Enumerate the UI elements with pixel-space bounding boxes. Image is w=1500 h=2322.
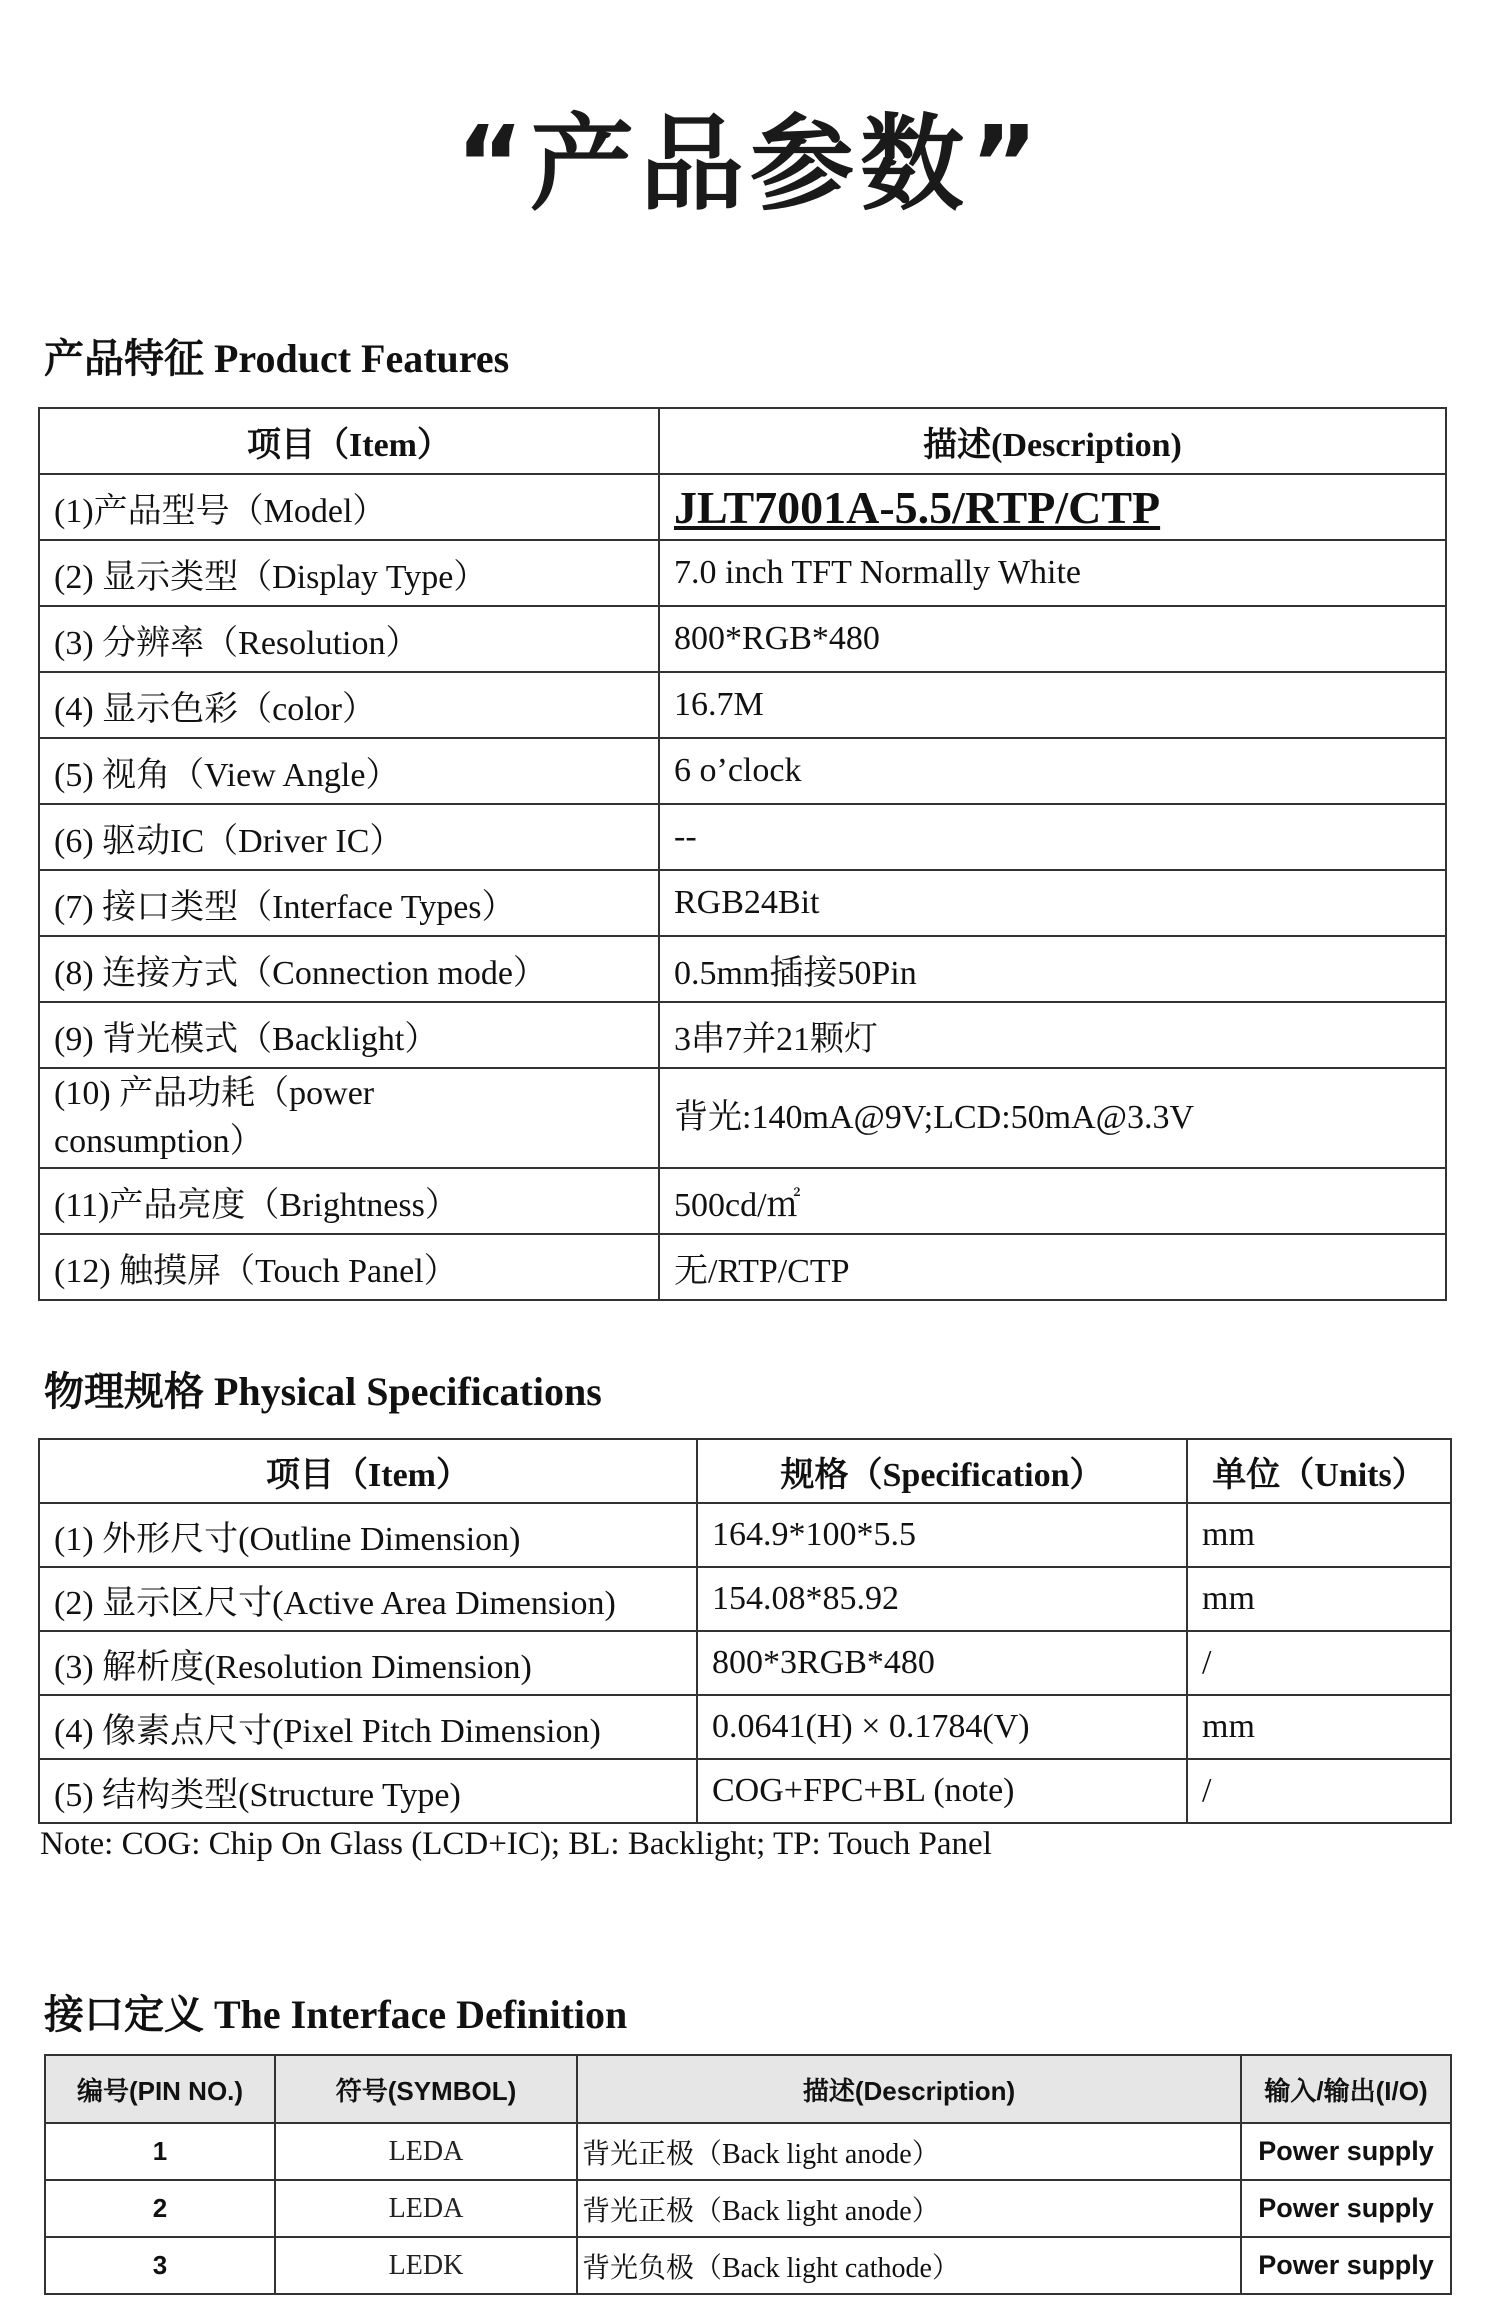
feature-item: (9) 背光模式（Backlight） xyxy=(39,1002,659,1068)
physical-units: mm xyxy=(1187,1567,1451,1631)
features-header-item: 项目（Item） xyxy=(39,408,659,474)
table-row xyxy=(39,540,1446,606)
features-heading: 产品特征 Product Features xyxy=(44,336,510,381)
feature-item xyxy=(39,1068,659,1168)
table-row xyxy=(39,606,1446,672)
physical-item: (5) 结构类型(Structure Type) xyxy=(39,1759,697,1823)
interface-header-io: 输入/输出(I/O) xyxy=(1241,2055,1451,2123)
table-row xyxy=(45,2180,1451,2237)
table-row xyxy=(39,738,1446,804)
table-row xyxy=(39,1631,1451,1695)
feature-item-line1: (10) 产品功耗（power xyxy=(54,1075,375,1112)
table-row xyxy=(39,672,1446,738)
feature-item: (11)产品亮度（Brightness） xyxy=(39,1168,659,1234)
physical-units: / xyxy=(1187,1631,1451,1695)
feature-value: -- xyxy=(659,804,1446,870)
table-row xyxy=(39,1695,1451,1759)
pin-number: 3 xyxy=(45,2237,275,2294)
pin-io: Power supply xyxy=(1241,2237,1451,2294)
physical-header-spec: 规格（Specification） xyxy=(697,1439,1187,1503)
feature-item: (2) 显示类型（Display Type） xyxy=(39,540,659,606)
physical-item: (3) 解析度(Resolution Dimension) xyxy=(39,1631,697,1695)
feature-value: 800*RGB*480 xyxy=(659,606,1446,672)
pin-symbol: LEDK xyxy=(275,2237,577,2294)
physical-spec: 0.0641(H) × 0.1784(V) xyxy=(697,1695,1187,1759)
physical-item: (1) 外形尺寸(Outline Dimension) xyxy=(39,1503,697,1567)
feature-item: (7) 接口类型（Interface Types） xyxy=(39,870,659,936)
feature-item: (5) 视角（View Angle） xyxy=(39,738,659,804)
table-row xyxy=(39,1002,1446,1068)
physical-table xyxy=(38,1438,1452,1824)
feature-value: 无/RTP/CTP xyxy=(659,1234,1446,1300)
feature-item: (3) 分辨率（Resolution） xyxy=(39,606,659,672)
feature-item: (8) 连接方式（Connection mode） xyxy=(39,936,659,1002)
pin-number: 1 xyxy=(45,2123,275,2180)
interface-header-row xyxy=(45,2055,1451,2123)
pin-io: Power supply xyxy=(1241,2123,1451,2180)
feature-value: 16.7M xyxy=(659,672,1446,738)
feature-item: (6) 驱动IC（Driver IC） xyxy=(39,804,659,870)
feature-value: 0.5mm插接50Pin xyxy=(659,936,1446,1002)
interface-heading: 接口定义 The Interface Definition xyxy=(44,1992,628,2037)
pin-description: 背光正极（Back light anode） xyxy=(577,2123,1241,2180)
interface-header-pin: 编号(PIN NO.) xyxy=(45,2055,275,2123)
table-row xyxy=(39,1503,1451,1567)
physical-item: (2) 显示区尺寸(Active Area Dimension) xyxy=(39,1567,697,1631)
feature-value: 3串7并21颗灯 xyxy=(659,1002,1446,1068)
interface-header-symbol: 符号(SYMBOL) xyxy=(275,2055,577,2123)
table-row xyxy=(39,1759,1451,1823)
features-table xyxy=(38,407,1447,1301)
pin-description: 背光正极（Back light anode） xyxy=(577,2180,1241,2237)
feature-value: 7.0 inch TFT Normally White xyxy=(659,540,1446,606)
physical-heading: 物理规格 Physical Specifications xyxy=(44,1369,602,1414)
pin-io: Power supply xyxy=(1241,2180,1451,2237)
features-header-row xyxy=(39,408,1446,474)
physical-units: / xyxy=(1187,1759,1451,1823)
pin-description: 背光负极（Back light cathode） xyxy=(577,2237,1241,2294)
interface-table xyxy=(44,2054,1452,2295)
table-row xyxy=(39,936,1446,1002)
feature-item: (4) 显示色彩（color） xyxy=(39,672,659,738)
feature-value: RGB24Bit xyxy=(659,870,1446,936)
physical-units: mm xyxy=(1187,1695,1451,1759)
feature-item: (1)产品型号（Model） xyxy=(39,474,659,540)
physical-spec: 800*3RGB*480 xyxy=(697,1631,1187,1695)
feature-item: (12) 触摸屏（Touch Panel） xyxy=(39,1234,659,1300)
table-row xyxy=(39,474,1446,540)
physical-item: (4) 像素点尺寸(Pixel Pitch Dimension) xyxy=(39,1695,697,1759)
table-row xyxy=(45,2237,1451,2294)
physical-spec: 154.08*85.92 xyxy=(697,1567,1187,1631)
physical-spec: COG+FPC+BL (note) xyxy=(697,1759,1187,1823)
interface-header-description: 描述(Description) xyxy=(577,2055,1241,2123)
table-row xyxy=(39,1234,1446,1300)
table-row xyxy=(39,804,1446,870)
physical-header-row xyxy=(39,1439,1451,1503)
features-header-description: 描述(Description) xyxy=(659,408,1446,474)
table-row xyxy=(39,1068,1446,1168)
model-value: JLT7001A-5.5/RTP/CTP xyxy=(674,481,1161,533)
physical-units: mm xyxy=(1187,1503,1451,1567)
physical-note: Note: COG: Chip On Glass (LCD+IC); BL: Backlight; TP: Touch Panel xyxy=(40,1826,992,1862)
physical-spec: 164.9*100*5.5 xyxy=(697,1503,1187,1567)
physical-header-units: 单位（Units） xyxy=(1187,1439,1451,1503)
table-row xyxy=(39,1168,1446,1234)
page-title: “产品参数” xyxy=(455,103,1045,225)
table-row xyxy=(39,870,1446,936)
pin-symbol: LEDA xyxy=(275,2123,577,2180)
table-row xyxy=(39,1567,1451,1631)
feature-value: 500cd/㎡ xyxy=(659,1168,1446,1234)
feature-value: 背光:140mA@9V;LCD:50mA@3.3V xyxy=(659,1068,1446,1168)
pin-symbol: LEDA xyxy=(275,2180,577,2237)
pin-number: 2 xyxy=(45,2180,275,2237)
table-row xyxy=(45,2123,1451,2180)
feature-item-line2: consumption） xyxy=(54,1123,264,1160)
feature-value: 6 o’clock xyxy=(659,738,1446,804)
physical-header-item: 项目（Item） xyxy=(39,1439,697,1503)
